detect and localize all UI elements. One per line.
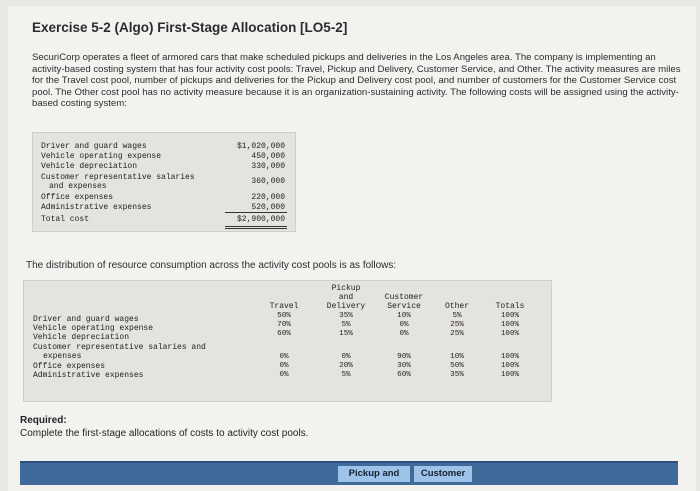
cell-pickup: 15% [339, 330, 353, 338]
cost-total-label: Total cost [41, 215, 90, 224]
distribution-row-label: Office expenses [33, 362, 106, 371]
cost-label: Customer representative salaries [41, 173, 195, 182]
cell-pickup: 20% [339, 362, 353, 370]
cell-customer: 0% [399, 330, 409, 338]
cell-customer: 10% [397, 312, 411, 320]
cell-customer: 90% [397, 353, 411, 361]
cost-label: Vehicle operating expense [41, 152, 162, 161]
cell-other: 5% [452, 312, 462, 320]
header-pickup-2: and [338, 293, 354, 302]
distribution-row-label: Administrative expenses [33, 371, 144, 380]
required-text: Complete the first-stage allocations of costs to activity cost pools. [20, 428, 309, 439]
cost-label: Administrative expenses [41, 203, 152, 212]
cell-total: 100% [500, 362, 520, 370]
cell-customer: 0% [399, 321, 409, 329]
cell-customer: 30% [397, 362, 411, 370]
cell-customer: 60% [397, 371, 411, 379]
cell-other: 10% [450, 353, 464, 361]
cell-travel: 50% [277, 312, 291, 320]
cell-travel: 70% [277, 321, 291, 329]
cell-travel: 0% [279, 371, 289, 379]
exercise-description: SecuriCorp operates a fleet of armored cars that make scheduled pickups and deliveries in the Los Angeles area. The company is implementing an activity-based costing system that has four activity cost pools: Travel, Pickup and Delivery, Customer Service, and Other. The activity measures are miles for the Travel cost pool, number of pickups and deliveries for the Pickup and Delivery cost pool, and number of customers for the Customer Service cost pool. The Other cost pool has no activity measure because it is an organization-sustaining activity. The following costs will be assigned using the activity-based costing system: [32, 52, 681, 110]
distribution-table [23, 280, 552, 402]
cell-pickup: 35% [339, 312, 353, 320]
cost-table [32, 132, 296, 232]
header-pickup-3: Delivery [326, 302, 366, 311]
distribution-row-label: Driver and guard wages [33, 315, 139, 324]
cell-total: 100% [500, 371, 520, 379]
cost-amount: $1,020,000 [236, 142, 285, 151]
cell-pickup: 5% [341, 321, 351, 329]
header-customer-1: Customer [384, 293, 424, 302]
cell-other: 35% [450, 371, 464, 379]
header-customer-2: Service [387, 302, 421, 311]
cell-total: 100% [500, 330, 520, 338]
cost-label: Driver and guard wages [41, 142, 147, 151]
cost-amount: 450,000 [251, 152, 285, 161]
subtotal-rule [225, 212, 287, 213]
exercise-title: Exercise 5-2 (Algo) First-Stage Allocation [LO5-2] [32, 20, 348, 35]
cell-travel: 0% [279, 362, 289, 370]
cost-label: Vehicle depreciation [41, 162, 138, 171]
header-other: Other [444, 302, 469, 311]
cell-travel: 0% [279, 353, 289, 361]
cost-amount: 520,000 [251, 203, 285, 212]
cell-travel: 60% [277, 330, 291, 338]
cost-label-continued: and expenses [49, 182, 107, 191]
cost-total-amount: $2,900,000 [236, 215, 285, 224]
total-rule [225, 226, 287, 227]
cell-pickup: 0% [341, 353, 351, 361]
cell-other: 25% [450, 330, 464, 338]
distribution-row-label-continued: expenses [43, 352, 82, 361]
required-heading: Required: [20, 415, 67, 426]
exercise-page [8, 6, 696, 491]
distribution-row-label: Vehicle depreciation [33, 333, 130, 342]
total-rule-double [225, 228, 287, 229]
answer-col-customer: Customer [414, 466, 472, 482]
cell-total: 100% [500, 321, 520, 329]
answer-table-header [20, 461, 678, 485]
cost-amount: 220,000 [251, 193, 285, 202]
cell-pickup: 5% [341, 371, 351, 379]
cost-amount: 360,000 [251, 177, 285, 186]
cell-total: 100% [500, 353, 520, 361]
header-pickup-1: Pickup [331, 284, 361, 293]
answer-col-pickup: Pickup and [338, 466, 410, 482]
cost-amount: 330,000 [251, 162, 285, 171]
cell-other: 25% [450, 321, 464, 329]
cost-label: Office expenses [41, 193, 114, 202]
distribution-row-label: Customer representative salaries and [33, 343, 206, 352]
distribution-row-label: Vehicle operating expense [33, 324, 154, 333]
header-travel: Travel [269, 302, 299, 311]
distribution-intro: The distribution of resource consumption across the activity cost pools is as follows: [26, 260, 397, 271]
cell-other: 50% [450, 362, 464, 370]
cell-total: 100% [500, 312, 520, 320]
header-totals: Totals [495, 302, 525, 311]
